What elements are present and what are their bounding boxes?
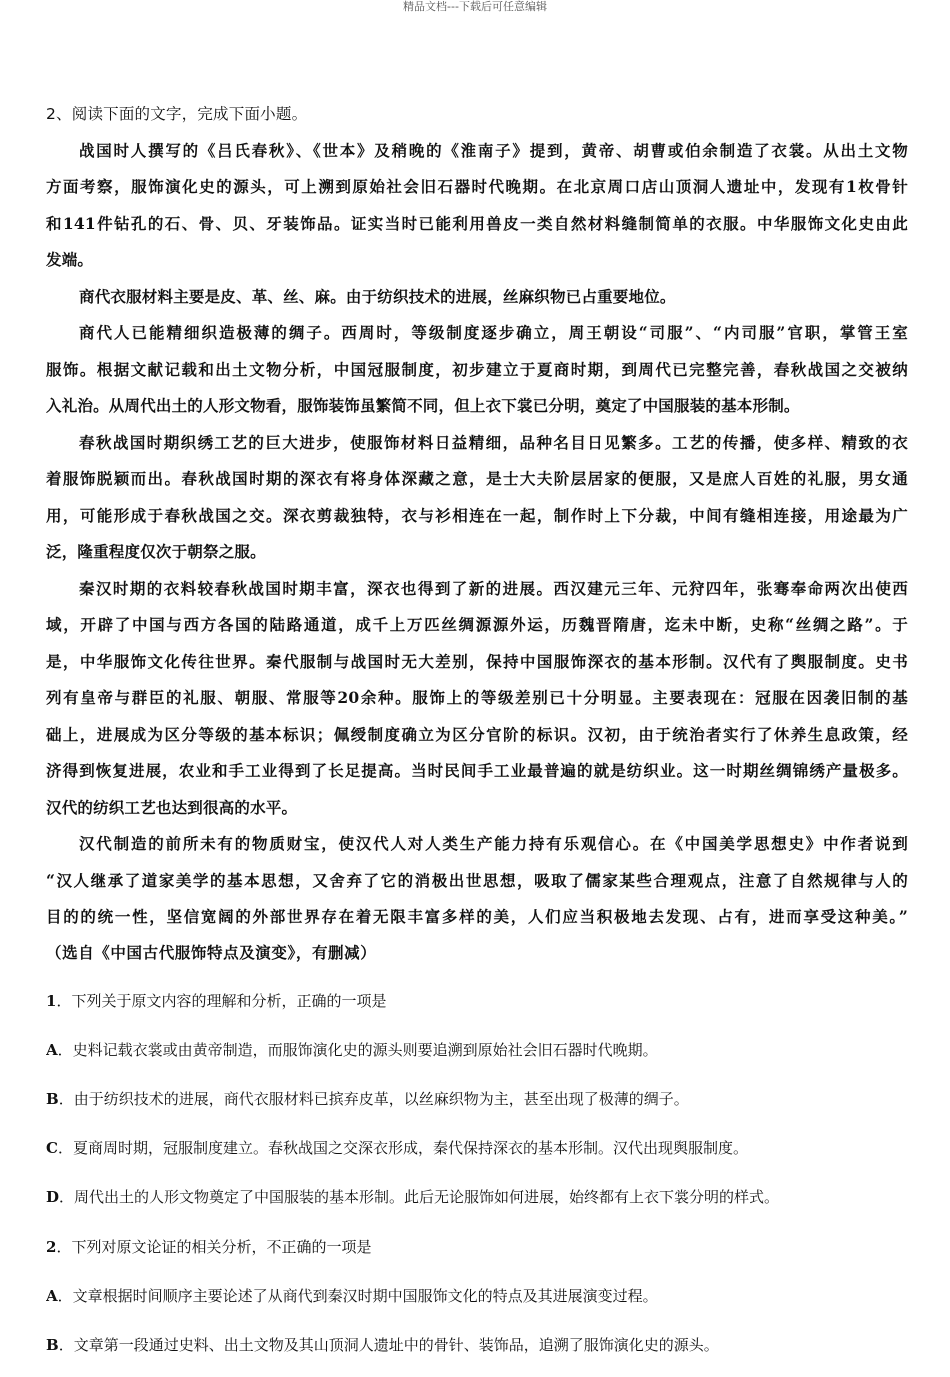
question-stem bbox=[46, 1230, 908, 1264]
passage-line: 目的的统一性，坚信宽阔的外部世界存在着无限丰富多样的美，人们应当积极地去发现、占有，进而享受这种美。” bbox=[46, 907, 908, 926]
option-letter: A bbox=[46, 1040, 58, 1059]
question-number: 1 bbox=[46, 991, 57, 1010]
passage-paragraph-1 bbox=[46, 133, 908, 279]
passage-line: 是，中华服饰文化传往世界。秦代服制与战国时无大差别，保持中国服饰深衣的基本形制。汉代有了舆服制度。史书 bbox=[46, 651, 908, 671]
passage-line: 济得到恢复进展，农业和手工业得到了长足提高。当时民间手工业最普遍的就是纺织业。这一时期丝绸锦绣产量极多。 bbox=[46, 761, 908, 780]
passage-line: 泛，隆重程度仅次于朝祭之服。 bbox=[46, 542, 266, 561]
passage-line: 发端。 bbox=[46, 250, 94, 269]
passage-line: 用，可能形成于春秋战国之交。深衣剪裁独特，衣与衫相连在一起，制作时上下分裁，中间有缝相连接，用途最为广 bbox=[46, 505, 908, 525]
passage-source-citation: （选自《中国古代服饰特点及演变》，有删减） bbox=[46, 942, 377, 962]
passage-line: 础上，进展成为区分等级的基本标识；佩绶制度确立为区分官阶的标识。汉初，由于统治者实行了休养生息政策，经 bbox=[46, 724, 908, 744]
option-a bbox=[46, 1279, 908, 1313]
question-2 bbox=[46, 1230, 908, 1363]
passage-line: 域，开辟了中国与西方各国的陆路通道，成千上万匹丝绸源源外运，历魏晋隋唐，迄未中断，史称“丝绸之路”。于 bbox=[46, 615, 908, 634]
question-stem bbox=[46, 984, 908, 1018]
option-d bbox=[46, 1180, 908, 1214]
option-text: ．夏商周时期，冠服制度建立。春秋战国之交深衣形成，秦代保持深衣的基本形制。汉代出现舆服制度。 bbox=[57, 1139, 748, 1158]
passage-paragraph-6 bbox=[46, 826, 908, 936]
option-b bbox=[46, 1082, 908, 1116]
passage-line: 着服饰脱颖而出。春秋战国时期的深衣有将身体深藏之意，是士大夫阶层居家的便服，又是庶人百姓的礼服，男女通 bbox=[46, 469, 908, 488]
reading-instruction: 2、阅读下面的文字，完成下面小题。 bbox=[46, 105, 308, 123]
passage-line: 入礼治。从周代出土的人形文物看，服饰装饰虽繁简不同，但上衣下裳已分明，奠定了中国服装的基本形制。 bbox=[46, 396, 800, 415]
question-1 bbox=[46, 984, 908, 1215]
passage-line: 方面考察，服饰演化史的源头，可上溯到原始社会旧石器时代晚期。在北京周口店山顶洞人遗址中，发现有1枚骨针 bbox=[46, 177, 908, 196]
passage-line: 商代衣服材料主要是皮、革、丝、麻。由于纺织技术的进展，丝麻织物已占重要地位。 bbox=[79, 286, 676, 306]
passage-line: 秦汉时期的衣料较春秋战国时期丰富，深衣也得到了新的进展。西汉建元三年、元狩四年，张骞奉命两次出使西 bbox=[79, 578, 908, 598]
passage-line: “汉人继承了道家美学的基本思想，又舍弃了它的消极出世思想，吸取了儒家某些合理观点，注意了自然规律与人的 bbox=[46, 870, 908, 890]
option-text: ．文章根据时间顺序主要论述了从商代到秦汉时期中国服饰文化的特点及其进展演变过程。 bbox=[57, 1286, 658, 1305]
option-text: ．周代出土的人形文物奠定了中国服装的基本形制。此后无论服饰如何进展，始终都有上衣下裳分明的样式。 bbox=[59, 1188, 780, 1207]
passage-paragraph-5 bbox=[46, 571, 908, 827]
passage-line: 汉代制造的前所未有的物质财宝，使汉代人对人类生产能力持有乐观信心。在《中国美学思想史》中作者说到 bbox=[79, 834, 908, 853]
page-header-watermark: 精品文档---下载后可任意编辑 bbox=[403, 0, 547, 13]
option-letter: A bbox=[46, 1286, 58, 1305]
passage-line: 商代人已能精细织造极薄的绸子。西周时，等级制度逐步确立，周王朝设“司服”、“内司服”官职，掌管王室 bbox=[79, 323, 908, 342]
passage-paragraph-2 bbox=[46, 279, 908, 316]
option-letter: B bbox=[46, 1089, 59, 1108]
option-letter: C bbox=[46, 1139, 58, 1158]
passage-line: 战国时人撰写的《吕氏春秋》、《世本》及稍晚的《淮南子》提到，黄帝、胡曹或伯余制造了衣裳。从出土文物 bbox=[79, 140, 908, 160]
question-number: 2 bbox=[46, 1237, 57, 1256]
option-letter: B bbox=[46, 1335, 59, 1354]
passage-line: 和141件钻孔的石、骨、贝、牙装饰品。证实当时已能利用兽皮一类自然材料缝制简单的衣服。中华服饰文化史由此 bbox=[46, 213, 908, 233]
option-letter: D bbox=[46, 1188, 60, 1207]
option-c bbox=[46, 1131, 908, 1165]
passage-line: 服饰。根据文献记载和出土文物分析，中国冠服制度，初步建立于夏商时期，到周代已完整完善，春秋战国之交被纳 bbox=[46, 359, 908, 379]
passage-line: 汉代的纺织工艺也达到很高的水平。 bbox=[46, 797, 298, 817]
passage-paragraph-4 bbox=[46, 425, 908, 571]
passage-line: 列有皇帝与群臣的礼服、朝服、常服等20余种。服饰上的等级差别已十分明显。主要表现在：冠服在因袭旧制的基 bbox=[46, 688, 908, 707]
question-stem-text: ．下列对原文论证的相关分析，不正确的一项是 bbox=[56, 1237, 372, 1256]
option-text: ．史料记载衣裳或由黄帝制造，而服饰演化史的源头则要追溯到原始社会旧石器时代晚期。 bbox=[57, 1040, 658, 1059]
option-b bbox=[46, 1328, 908, 1362]
option-text: ．由于纺织技术的进展，商代衣服材料已摈弃皮革，以丝麻织物为主，甚至出现了极薄的绸子。 bbox=[58, 1089, 689, 1108]
option-text: ．文章第一段通过史料、出土文物及其山顶洞人遗址中的骨针、装饰品，追溯了服饰演化史的源头。 bbox=[58, 1335, 719, 1354]
option-a bbox=[46, 1033, 908, 1067]
document-body bbox=[46, 96, 908, 1377]
passage-paragraph-3 bbox=[46, 315, 908, 425]
passage-line: 春秋战国时期织绣工艺的巨大进步，使服饰材料日益精细，品种名目日见繁多。工艺的传播，使多样、精致的衣 bbox=[79, 432, 908, 452]
question-stem-text: ．下列关于原文内容的理解和分析，正确的一项是 bbox=[56, 991, 387, 1010]
